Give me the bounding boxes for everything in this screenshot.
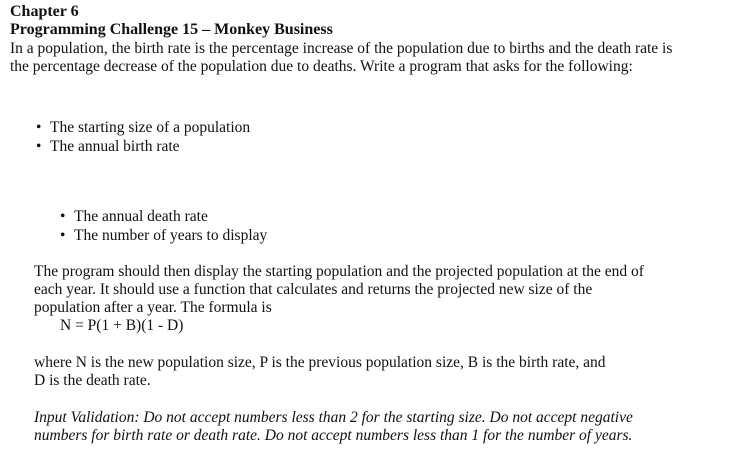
formula: N = P(1 + B)(1 - D) xyxy=(60,317,184,334)
chapter-heading: Chapter 6 xyxy=(10,3,79,20)
where-line-1: where N is the new population size, P is the previous population size, B is the birth rate, and xyxy=(34,354,606,371)
intro-paragraph: In a population, the birth rate is the percentage increase of the population due to births and the death rate is the percentage decrease of the population due to deaths. Write a program that asks for the following: xyxy=(10,40,673,75)
bullet-icon: • xyxy=(36,138,42,155)
bullet-item-birth-rate xyxy=(36,138,180,156)
bullet-label: The number of years to display xyxy=(74,227,268,244)
challenge-heading: Programming Challenge 15 – Monkey Business xyxy=(10,21,333,38)
bullet-label: The annual birth rate xyxy=(50,138,180,155)
input-validation-note: Input Validation: Do not accept numbers less than 2 for the starting size. Do not accept negative numbers for birth rate or death rate. Do not accept numbers less than 1 for the number of years. xyxy=(34,409,633,444)
program-paragraph: The program should then display the starting population and the projected population at the end of each year. It should use a function that calculates and returns the projected new size of the population after a year. The formula is xyxy=(34,263,644,316)
bullet-icon: • xyxy=(60,227,66,244)
where-line-2: D is the death rate. xyxy=(34,372,151,389)
bullet-label: The starting size of a population xyxy=(50,119,251,136)
bullet-item-starting-size xyxy=(36,119,250,137)
bullet-icon: • xyxy=(60,208,66,225)
bullet-item-years xyxy=(60,227,267,245)
bullet-label: The annual death rate xyxy=(74,208,208,225)
bullet-item-death-rate xyxy=(60,208,208,226)
bullet-icon: • xyxy=(36,119,42,136)
